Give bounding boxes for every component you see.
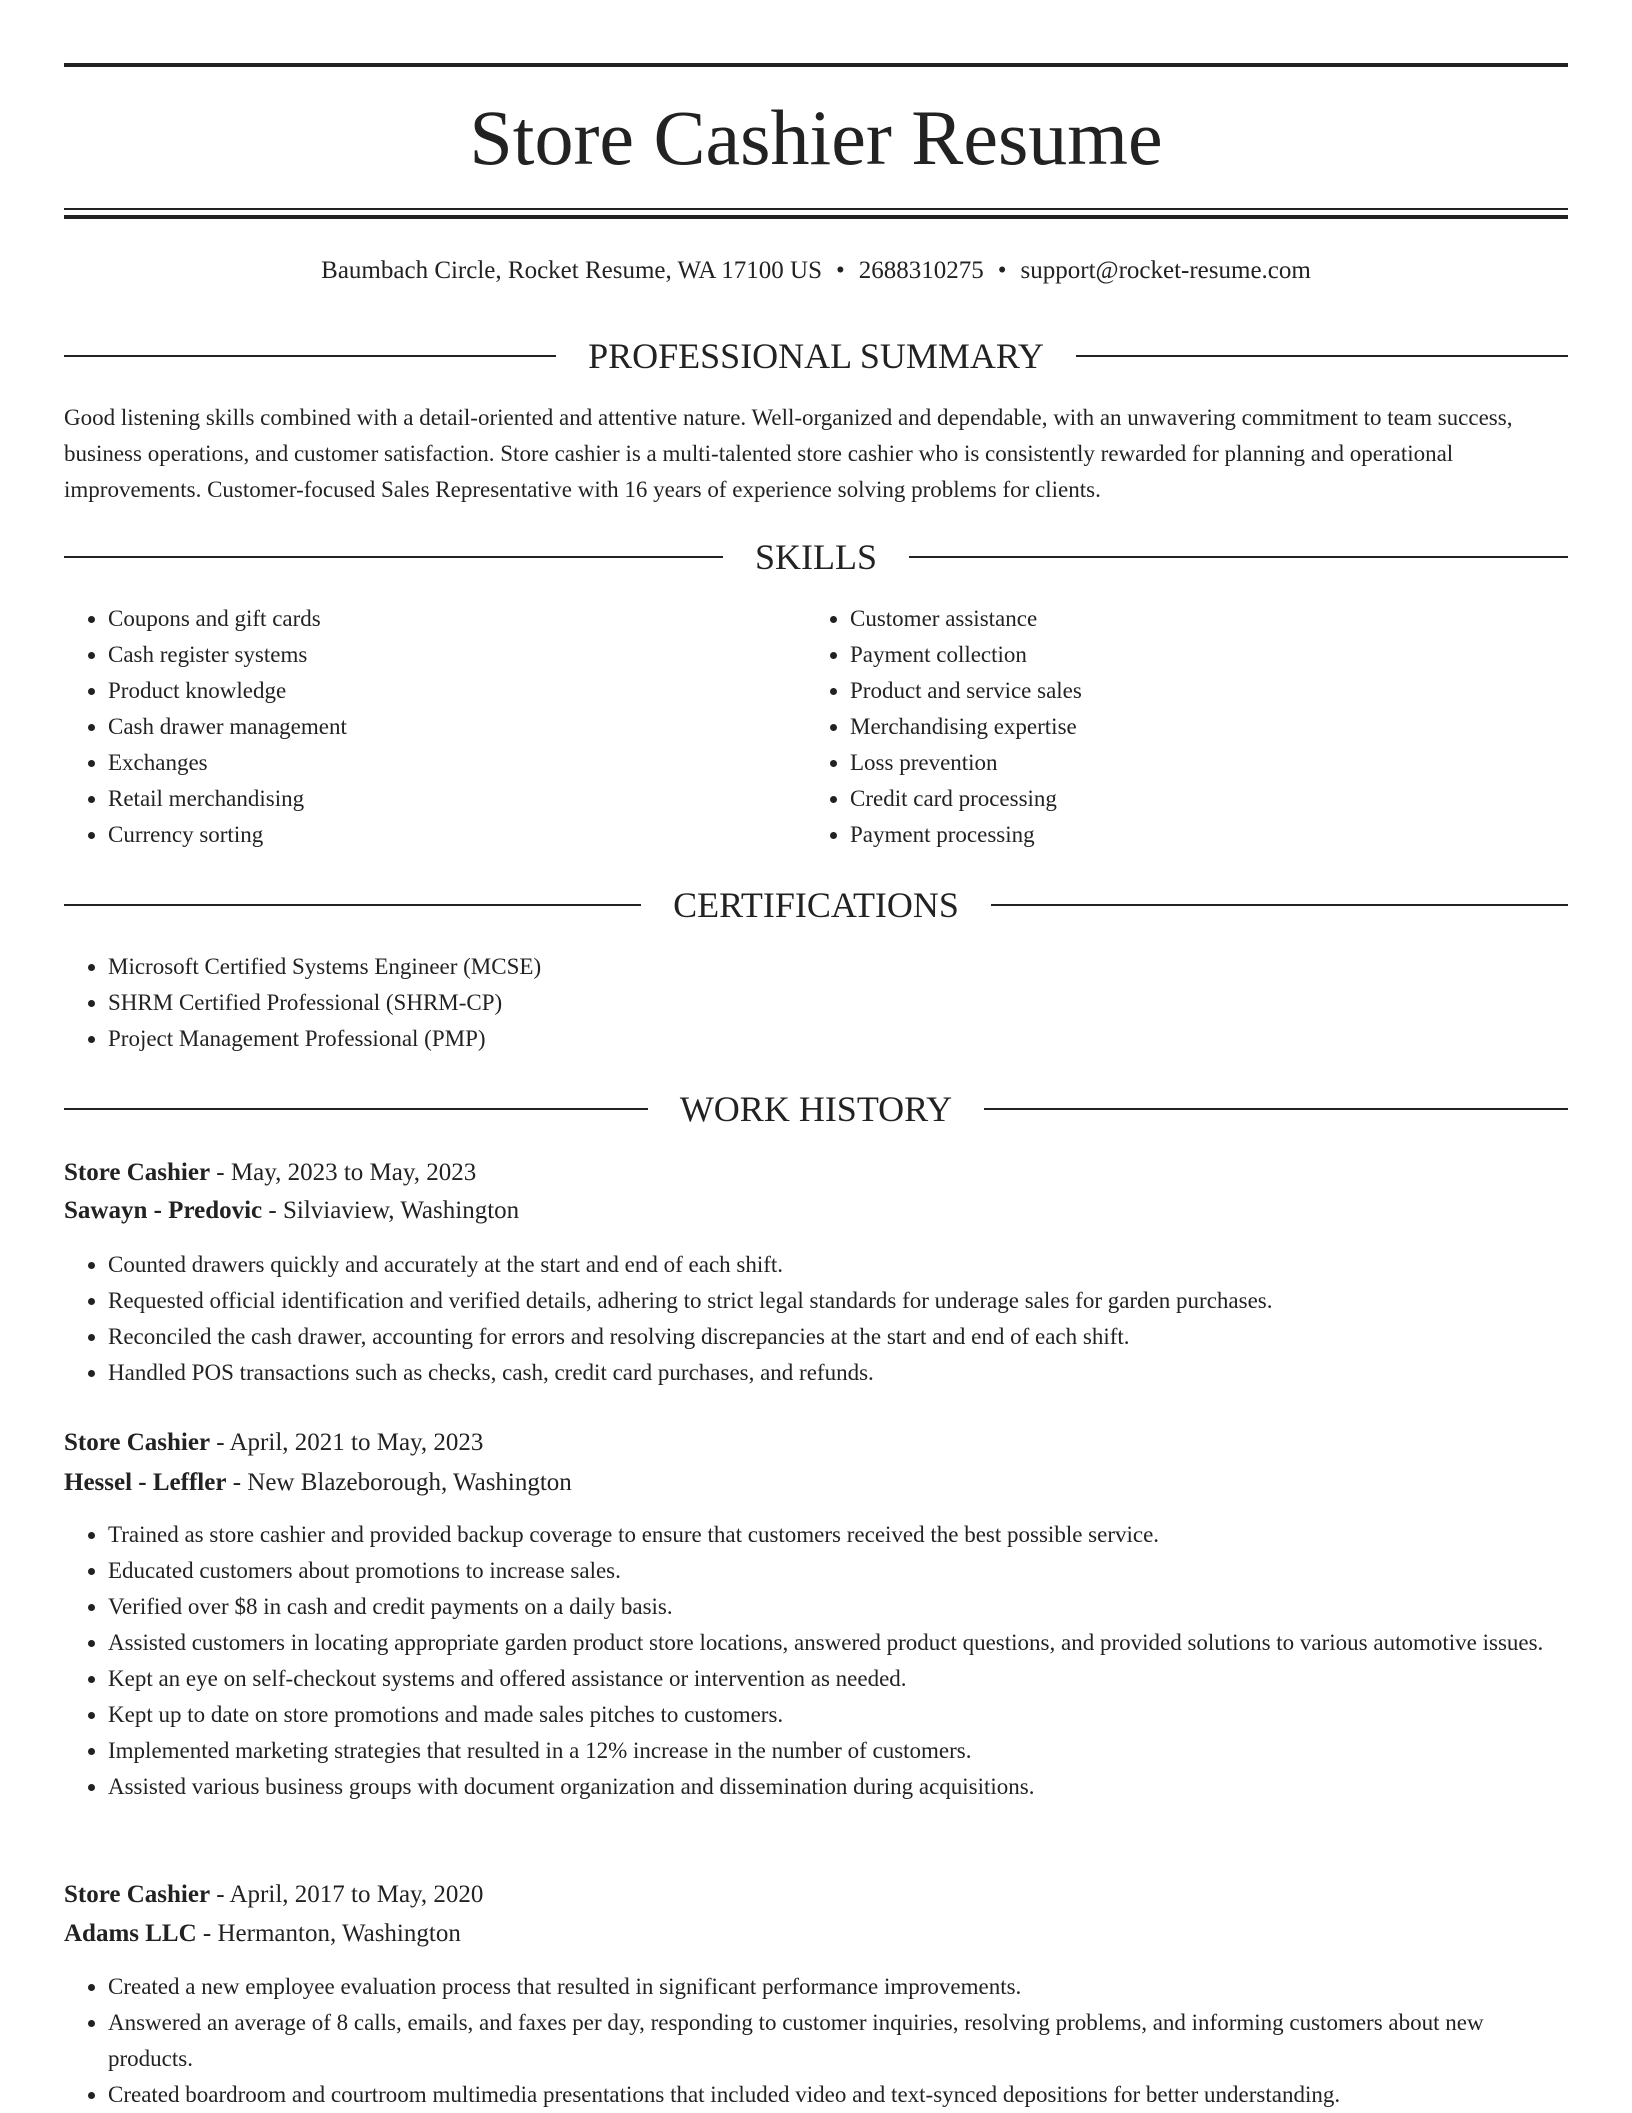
job-dates: - April, 2017 to May, 2020 bbox=[210, 1881, 484, 1908]
section-heading-skills bbox=[64, 535, 1568, 579]
job-title: Store Cashier bbox=[64, 1159, 211, 1186]
job-title-line bbox=[64, 1876, 1568, 1914]
job-bullet: • Handled POS transactions such as checks, cash, credit card purchases, and refunds. bbox=[108, 1355, 1568, 1391]
skill-item: • Retail merchandising bbox=[108, 781, 808, 817]
certifications-list bbox=[64, 949, 1568, 1057]
job-bullet: • Created a new employee evaluation process that resulted in significant performance improvements. bbox=[108, 1969, 1568, 2005]
job-bullet: • Requested official identification and verified details, adhering to strict legal standards for underage sales for garden purchases. bbox=[108, 1283, 1568, 1319]
job-bullets bbox=[64, 1517, 1568, 1805]
summary-text: Good listening skills combined with a detail-oriented and attentive nature. Well-organized and dependable, with an unwavering commitment to team success, business operations, and customer satisfaction. Store cashier is a multi-talented store cashier who is consistently rewarded for planning and operational improvements. Customer-focused Sales Representative with 16 years of experience solving problems for clients. bbox=[64, 405, 1513, 502]
contact-phone: 2688310275 bbox=[858, 257, 984, 284]
skill-item: • Merchandising expertise bbox=[850, 709, 1550, 745]
job-company: Hessel - Leffler bbox=[64, 1469, 227, 1496]
job-company-line bbox=[64, 1192, 1568, 1230]
skill-item: • Loss prevention bbox=[850, 745, 1550, 781]
job-company-line bbox=[64, 1915, 1568, 1953]
skill-item: • Product and service sales bbox=[850, 673, 1550, 709]
job-bullet: • Trained as store cashier and provided backup coverage to ensure that customers received the best possible service. bbox=[108, 1517, 1568, 1553]
skill-item: • Cash register systems bbox=[108, 637, 808, 673]
skill-item: • Coupons and gift cards bbox=[108, 601, 808, 637]
resume-title: Store Cashier Resume bbox=[469, 94, 1163, 181]
job-company: Adams LLC bbox=[64, 1920, 197, 1947]
contact-line bbox=[64, 254, 1568, 288]
job-bullet: • Verified over $8 in cash and credit payments on a daily basis. bbox=[108, 1589, 1568, 1625]
contact-email: support@rocket-resume.com bbox=[1020, 257, 1311, 284]
skills-list-left bbox=[64, 601, 808, 853]
job-location: - Silviaview, Washington bbox=[262, 1197, 520, 1224]
contact-separator: • bbox=[997, 257, 1007, 284]
skill-item: • Product knowledge bbox=[108, 673, 808, 709]
skill-item: • Cash drawer management bbox=[108, 709, 808, 745]
section-heading-certifications bbox=[64, 883, 1568, 927]
job-bullet: • Created boardroom and courtroom multimedia presentations that included video and text-synced depositions for better understanding. bbox=[108, 2077, 1568, 2113]
job-title: Store Cashier bbox=[64, 1881, 211, 1908]
job-company: Sawayn - Predovic bbox=[64, 1197, 263, 1224]
job-title: Store Cashier bbox=[64, 1429, 211, 1456]
header-rule-lower bbox=[64, 215, 1568, 219]
job-bullet: • Educated customers about promotions to increase sales. bbox=[108, 1553, 1568, 1589]
section-heading-work-history bbox=[64, 1087, 1568, 1131]
skill-item: • Credit card processing bbox=[850, 781, 1550, 817]
heading-rule bbox=[991, 904, 1568, 906]
heading-rule bbox=[909, 556, 1568, 558]
section-heading-summary bbox=[64, 334, 1568, 378]
job-title-line bbox=[64, 1154, 1568, 1192]
certification-item: • SHRM Certified Professional (SHRM-CP) bbox=[108, 985, 1568, 1021]
section-title: WORK HISTORY bbox=[679, 1089, 953, 1129]
heading-rule bbox=[64, 1108, 648, 1110]
section-title: SKILLS bbox=[755, 537, 878, 577]
heading-rule bbox=[64, 904, 641, 906]
header-top-rule bbox=[64, 63, 1568, 67]
job-bullet: • Assisted customers in locating appropriate garden product store locations, answered product questions, and provided solutions to various automotive issues. bbox=[108, 1625, 1568, 1661]
job-bullets bbox=[64, 1969, 1568, 2113]
skill-item: • Currency sorting bbox=[108, 817, 808, 853]
job-location: - New Blazeborough, Washington bbox=[226, 1469, 572, 1496]
contact-separator: • bbox=[836, 257, 845, 284]
section-title: PROFESSIONAL SUMMARY bbox=[588, 336, 1044, 376]
heading-rule bbox=[984, 1108, 1568, 1110]
job-bullet: • Counted drawers quickly and accurately at the start and end of each shift. bbox=[108, 1247, 1568, 1283]
job-bullet: • Assisted various business groups with document organization and dissemination during acquisitions. bbox=[108, 1769, 1568, 1805]
job-bullet: • Answered an average of 8 calls, emails, and faxes per day, responding to customer inquiries, resolving problems, and informing customers about new products. bbox=[108, 2005, 1568, 2077]
job-bullet: • Kept an eye on self-checkout systems and offered assistance or intervention as needed. bbox=[108, 1661, 1568, 1697]
skill-item: • Payment collection bbox=[850, 637, 1550, 673]
header-rule-upper bbox=[64, 208, 1568, 210]
job-dates: - May, 2023 to May, 2023 bbox=[210, 1159, 477, 1186]
job-bullet: • Implemented marketing strategies that resulted in a 12% increase in the number of customers. bbox=[108, 1733, 1568, 1769]
heading-rule bbox=[1076, 355, 1568, 357]
certification-item: • Microsoft Certified Systems Engineer (MCSE) bbox=[108, 949, 1568, 985]
contact-address: Baumbach Circle, Rocket Resume, WA 17100 US bbox=[321, 257, 823, 284]
skill-item: • Payment processing bbox=[850, 817, 1550, 853]
skill-item: • Customer assistance bbox=[850, 601, 1550, 637]
section-title: CERTIFICATIONS bbox=[673, 885, 959, 925]
job-location: - Hermanton, Washington bbox=[196, 1920, 461, 1947]
certification-item: • Project Management Professional (PMP) bbox=[108, 1021, 1568, 1057]
job-bullets bbox=[64, 1247, 1568, 1391]
job-dates: - April, 2021 to May, 2023 bbox=[210, 1429, 484, 1456]
job-title-line bbox=[64, 1424, 1568, 1462]
skills-list-right bbox=[806, 601, 1550, 853]
job-bullet: • Reconciled the cash drawer, accounting for errors and resolving discrepancies at the start and end of each shift. bbox=[108, 1319, 1568, 1355]
heading-rule bbox=[64, 556, 723, 558]
heading-rule bbox=[64, 355, 556, 357]
job-bullet: • Kept up to date on store promotions and made sales pitches to customers. bbox=[108, 1697, 1568, 1733]
job-company-line bbox=[64, 1464, 1568, 1502]
skill-item: • Exchanges bbox=[108, 745, 808, 781]
